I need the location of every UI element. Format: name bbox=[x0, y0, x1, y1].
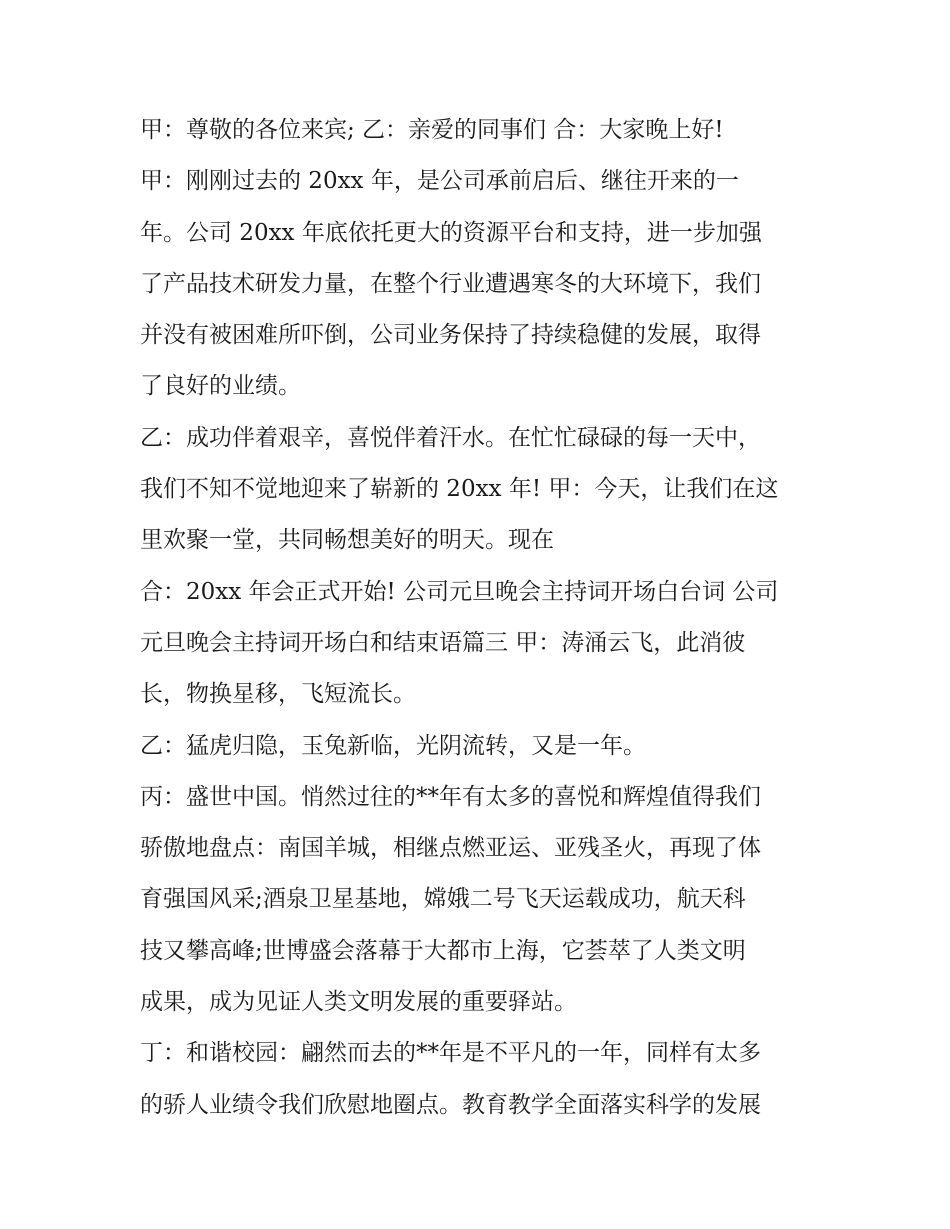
text-line: 骄傲地盘点：南国羊城，相继点燃亚运、亚残圣火，再现了体 bbox=[140, 835, 761, 862]
text-line: 并没有被困难所吓倒，公司业务保持了持续稳健的发展，取得 bbox=[140, 322, 761, 349]
document-body bbox=[140, 105, 830, 1131]
text-line: 了良好的业绩。 bbox=[140, 373, 301, 400]
text-line: 长，物换星移，飞短流长。 bbox=[140, 681, 416, 708]
text-line: 技又攀高峰;世博盛会落幕于大都市上海，它荟萃了人类文明 bbox=[140, 937, 746, 964]
text-line: 我们不知不觉地迎来了崭新的 20xx 年! 甲：今天，让我们在这 bbox=[140, 476, 779, 503]
text-line: 丁：和谐校园：翩然而去的**年是不平凡的一年，同样有太多 bbox=[140, 1040, 761, 1067]
text-line: 乙：成功伴着艰辛，喜悦伴着汗水。在忙忙碌碌的每一天中， bbox=[140, 424, 761, 451]
text-line: 里欢聚一堂，共同畅想美好的明天。现在 bbox=[140, 527, 554, 554]
text-line: 成果，成为见证人类文明发展的重要驿站。 bbox=[140, 989, 577, 1016]
text-line: 甲：刚刚过去的 20xx 年，是公司承前启后、继往开来的一 bbox=[140, 168, 739, 195]
text-line: 育强国风采;酒泉卫星基地，嫦娥二号飞天运载成功，航天科 bbox=[140, 886, 746, 913]
text-line: 年。公司 20xx 年底依托更大的资源平台和支持，进一步加强 bbox=[140, 219, 762, 246]
text-line: 的骄人业绩令我们欣慰地圈点。教育教学全面落实科学的发展 bbox=[140, 1091, 761, 1118]
text-line: 元旦晚会主持词开场白和结束语篇三 甲：涛涌云飞，此消彼 bbox=[140, 629, 746, 656]
text-line: 了产品技术研发力量，在整个行业遭遇寒冬的大环境下，我们 bbox=[140, 270, 761, 297]
text-line: 乙：猛虎归隐，玉兔新临，光阴流转，又是一年。 bbox=[140, 732, 646, 759]
text-line: 丙：盛世中国。悄然过往的**年有太多的喜悦和辉煌值得我们 bbox=[140, 783, 761, 810]
text-line: 合：20xx 年会正式开始! 公司元旦晚会主持词开场白台词 公司 bbox=[140, 578, 779, 605]
text-line: 甲：尊敬的各位来宾; 乙：亲爱的同事们 合：大家晚上好! bbox=[140, 117, 724, 143]
